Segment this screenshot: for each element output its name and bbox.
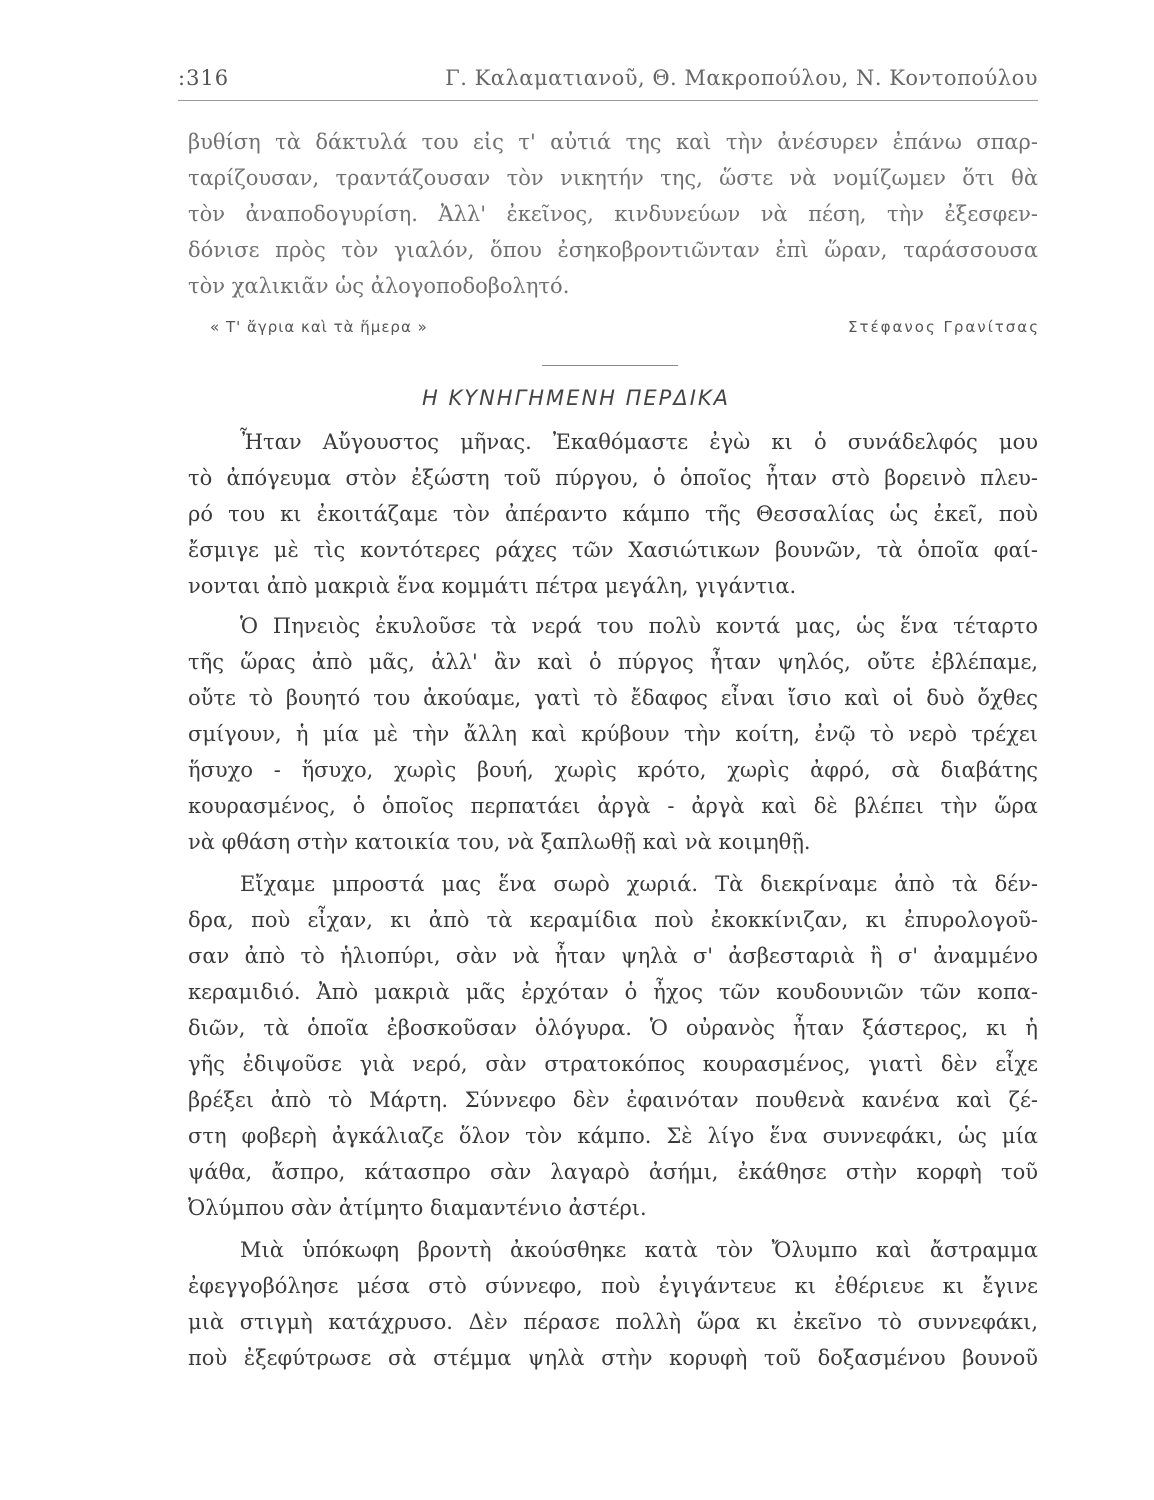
text-line: τὸ ἀπόγευμα στὸν ἐξώστη τοῦ πύργου, ὁ ὁποῖος ἦταν στὸ βορεινὸ πλευ- bbox=[188, 466, 1038, 490]
excerpt-passage bbox=[188, 124, 1038, 304]
text-line: κουρασμένος, ὁ ὁποῖος περπατάει ἀργὰ - ἀργὰ καὶ δὲ βλέπει τὴν ὥρα bbox=[188, 794, 1038, 818]
text-line: γῆς ἐδιψοῦσε γιὰ νερό, σὰν στρατοκόπος κουρασμένος, γιατὶ δὲν εἶχε bbox=[188, 1052, 1038, 1076]
text-line: ἔσμιγε μὲ τὶς κοντότερες ράχες τῶν Χασιώτικων βουνῶν, τὰ ὁποῖα φαί- bbox=[188, 538, 1038, 562]
text-line: νονται ἀπὸ μακριὰ ἕνα κομμάτι πέτρα μεγάλη, γιγάντια. bbox=[188, 574, 797, 598]
text-line: Ὁ Πηνειὸς ἐκυλοῦσε τὰ νερά του πολὺ κοντά μας, ὡς ἕνα τέταρτο bbox=[240, 614, 1038, 638]
text-line: βυθίση τὰ δάκτυλά του εἰς τ' αὐτιά της καὶ τὴν ἀνέσυρεν ἐπάνω σπαρ- bbox=[188, 130, 1038, 154]
source-title: « Τ' ἄγρια καὶ τὰ ἥμερα » bbox=[210, 318, 428, 336]
source-author: Στέφανος Γρανίτσας bbox=[848, 318, 1040, 336]
story-title: Η ΚΥΝΗΓΗΜΕΝΗ ΠΕΡΔΙΚΑ bbox=[422, 386, 731, 410]
text-line: Ὀλύμπου σὰν ἀτίμητο διαμαντένιο ἀστέρι. bbox=[188, 1196, 647, 1220]
text-line: ἐφεγγοβόλησε μέσα στὸ σύννεφο, ποὺ ἐγιγάντευε κι ἐθέριευε κι ἔγινε bbox=[188, 1274, 1038, 1298]
text-line: τὸν χαλικιᾶν ὡς ἀλογοποδοβολητό. bbox=[188, 274, 570, 298]
paragraph bbox=[188, 424, 1038, 604]
excerpt-source bbox=[210, 318, 1040, 348]
section-divider bbox=[542, 365, 678, 366]
page-number: :316 bbox=[178, 66, 230, 90]
text-line: διῶν, τὰ ὁποῖα ἐβοσκοῦσαν ὁλόγυρα. Ὁ οὐρανὸς ἦταν ξάστερος, κι ἡ bbox=[188, 1016, 1038, 1040]
text-line: ἥσυχο - ἥσυχο, χωρὶς βουή, χωρὶς κρότο, χωρὶς ἀφρό, σὰ διαβάτης bbox=[188, 758, 1038, 782]
page-header bbox=[178, 66, 1038, 101]
text-line: δόνισε πρὸς τὸν γιαλόν, ὅπου ἐσηκοβροντιῶνταν ἐπὶ ὥραν, ταράσσουσα bbox=[188, 238, 1038, 262]
running-head: Γ. Καλαματιανοῦ, Θ. Μακροπούλου, Ν. Κοντοπούλου bbox=[445, 66, 1038, 90]
text-line: Ἦταν Αὔγουστος μῆνας. Ἐκαθόμαστε ἐγὼ κι ὁ συνάδελφός μου bbox=[240, 430, 1038, 454]
text-line: ρό του κι ἐκοιτάζαμε τὸν ἀπέραντο κάμπο τῆς Θεσσαλίας ὡς ἐκεῖ, ποὺ bbox=[188, 502, 1038, 526]
text-line: οὔτε τὸ βουητό του ἀκούαμε, γατὶ τὸ ἔδαφος εἶναι ἴσιο καὶ οἱ δυὸ ὄχθες bbox=[188, 686, 1038, 710]
text-line: ταρίζουσαν, τραντάζουσαν τὸν νικητήν της, ὥστε νὰ νομίζωμεν ὅτι θὰ bbox=[188, 166, 1038, 190]
text-line: Εἴχαμε μπροστά μας ἕνα σωρὸ χωριά. Τὰ διεκρίναμε ἀπὸ τὰ δέν- bbox=[240, 872, 1038, 896]
text-line: κεραμιδιό. Ἀπὸ μακριὰ μᾶς ἐρχόταν ὁ ἦχος τῶν κουδουνιῶν τῶν κοπα- bbox=[188, 980, 1038, 1004]
text-line: μιὰ στιγμὴ κατάχρυσο. Δὲν πέρασε πολλὴ ὥρα κι ἐκεῖνο τὸ συννεφάκι, bbox=[188, 1310, 1038, 1334]
paragraph bbox=[188, 866, 1038, 1226]
text-line: σμίγουν, ἡ μία μὲ τὴν ἄλλη καὶ κρύβουν τὴν κοίτη, ἐνῷ τὸ νερὸ τρέχει bbox=[188, 722, 1038, 746]
text-line: δρα, ποὺ εἶχαν, κι ἀπὸ τὰ κεραμίδια ποὺ ἐκοκκίνιζαν, κι ἐπυρολογοῦ- bbox=[188, 908, 1038, 932]
text-line: τῆς ὥρας ἀπὸ μᾶς, ἀλλ' ἂν καὶ ὁ πύργος ἦταν ψηλός, οὔτε ἐβλέπαμε, bbox=[188, 650, 1038, 674]
text-line: ποὺ ἐξεφύτρωσε σὰ στέμμα ψηλὰ στὴν κορυφὴ τοῦ δοξασμένου βουνοῦ bbox=[188, 1346, 1038, 1370]
text-line: βρέξει ἀπὸ τὸ Μάρτη. Σύννεφο δὲν ἐφαινόταν πουθενὰ κανένα καὶ ζέ- bbox=[188, 1088, 1038, 1112]
text-line: νὰ φθάση στὴν κατοικία του, νὰ ξαπλωθῇ καὶ νὰ κοιμηθῇ. bbox=[188, 830, 811, 854]
text-line: ψάθα, ἄσπρο, κάτασπρο σὰν λαγαρὸ ἀσήμι, ἐκάθησε στὴν κορφὴ τοῦ bbox=[188, 1160, 1038, 1184]
text-line: στη φοβερὴ ἀγκάλιαζε ὅλον τὸν κάμπο. Σὲ λίγο ἕνα συννεφάκι, ὡς μία bbox=[188, 1124, 1038, 1148]
text-line: τὸν ἀναποδογυρίση. Ἀλλ' ἐκεῖνος, κινδυνεύων νὰ πέση, τὴν ἐξεσφεν- bbox=[188, 202, 1038, 226]
text-line: Μιὰ ὑπόκωφη βροντὴ ἀκούσθηκε κατὰ τὸν Ὄλυμπο καὶ ἄστραμμα bbox=[240, 1238, 1038, 1262]
paragraph bbox=[188, 608, 1038, 860]
paragraph bbox=[188, 1232, 1038, 1376]
text-line: σαν ἀπὸ τὸ ἡλιοπύρι, σὰν νὰ ἦταν ψηλὰ σ' ἀσβεσταριὰ ἢ σ' ἀναμμένο bbox=[188, 944, 1038, 968]
